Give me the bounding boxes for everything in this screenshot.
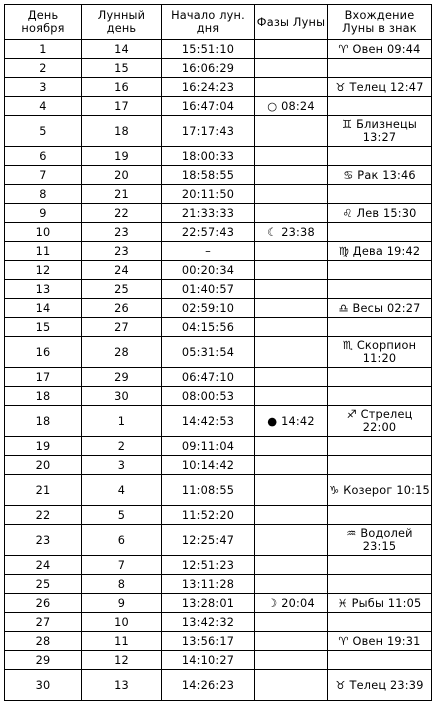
cell-phase xyxy=(255,280,328,299)
cell-phase xyxy=(255,337,328,368)
table-row xyxy=(5,97,432,116)
cell-start: 04:15:56 xyxy=(162,318,255,337)
cell-zodiac: ♑ Козерог 10:15 xyxy=(328,475,432,506)
cell-phase xyxy=(255,556,328,575)
cell-zodiac xyxy=(328,368,432,387)
cell-zodiac xyxy=(328,185,432,204)
cell-day: 11 xyxy=(5,242,82,261)
table-row xyxy=(5,166,432,185)
table-row xyxy=(5,387,432,406)
cell-phase xyxy=(255,575,328,594)
header-zodiac: Вхождение Луны в знак xyxy=(328,5,432,40)
header-lunar-day: Лунный день xyxy=(82,5,162,40)
header-phase: Фазы Луны xyxy=(255,5,328,40)
cell-zodiac xyxy=(328,147,432,166)
cell-start: 16:06:29 xyxy=(162,59,255,78)
cell-lunar-day: 27 xyxy=(82,318,162,337)
cell-lunar-day: 11 xyxy=(82,632,162,651)
cell-day: 3 xyxy=(5,78,82,97)
cell-day: 29 xyxy=(5,651,82,670)
cell-lunar-day: 28 xyxy=(82,337,162,368)
cell-day: 10 xyxy=(5,223,82,242)
cell-day: 24 xyxy=(5,556,82,575)
cell-phase xyxy=(255,651,328,670)
cell-day: 18 xyxy=(5,406,82,437)
cell-start: 13:11:28 xyxy=(162,575,255,594)
cell-phase xyxy=(255,78,328,97)
cell-phase xyxy=(255,318,328,337)
cell-start: 16:47:04 xyxy=(162,97,255,116)
cell-phase xyxy=(255,59,328,78)
table-row xyxy=(5,437,432,456)
cell-zodiac: ♎ Весы 02:27 xyxy=(328,299,432,318)
cell-start: 14:42:53 xyxy=(162,406,255,437)
cell-phase xyxy=(255,116,328,147)
cell-phase: ○ 08:24 xyxy=(255,97,328,116)
cell-start: 13:42:32 xyxy=(162,613,255,632)
cell-zodiac xyxy=(328,613,432,632)
table-row xyxy=(5,337,432,368)
cell-start: 05:31:54 xyxy=(162,337,255,368)
lunar-table xyxy=(4,4,432,701)
cell-day: 1 xyxy=(5,40,82,59)
cell-lunar-day: 23 xyxy=(82,242,162,261)
table-row xyxy=(5,280,432,299)
cell-phase xyxy=(255,299,328,318)
cell-start: 02:59:10 xyxy=(162,299,255,318)
cell-start: 20:11:50 xyxy=(162,185,255,204)
cell-lunar-day: 17 xyxy=(82,97,162,116)
cell-lunar-day: 5 xyxy=(82,506,162,525)
table-row xyxy=(5,261,432,280)
table-row xyxy=(5,525,432,556)
cell-start: 14:26:23 xyxy=(162,670,255,701)
cell-phase: ● 14:42 xyxy=(255,406,328,437)
table-row xyxy=(5,242,432,261)
table-row xyxy=(5,475,432,506)
table-row xyxy=(5,318,432,337)
cell-start: 08:00:53 xyxy=(162,387,255,406)
cell-phase xyxy=(255,387,328,406)
cell-phase xyxy=(255,166,328,185)
cell-zodiac xyxy=(328,97,432,116)
cell-day: 27 xyxy=(5,613,82,632)
cell-zodiac xyxy=(328,387,432,406)
cell-day: 26 xyxy=(5,594,82,613)
cell-zodiac xyxy=(328,437,432,456)
cell-day: 20 xyxy=(5,456,82,475)
cell-start: 01:40:57 xyxy=(162,280,255,299)
cell-start: 22:57:43 xyxy=(162,223,255,242)
table-row xyxy=(5,185,432,204)
cell-start: 09:11:04 xyxy=(162,437,255,456)
cell-lunar-day: 16 xyxy=(82,78,162,97)
cell-zodiac: ♍ Дева 19:42 xyxy=(328,242,432,261)
cell-zodiac: ♌ Лев 15:30 xyxy=(328,204,432,223)
cell-lunar-day: 22 xyxy=(82,204,162,223)
cell-day: 19 xyxy=(5,437,82,456)
cell-lunar-day: 25 xyxy=(82,280,162,299)
table-row xyxy=(5,594,432,613)
cell-zodiac: ♋ Рак 13:46 xyxy=(328,166,432,185)
cell-phase xyxy=(255,147,328,166)
cell-start: 16:24:23 xyxy=(162,78,255,97)
cell-lunar-day: 10 xyxy=(82,613,162,632)
cell-zodiac xyxy=(328,59,432,78)
cell-phase: ☽ 20:04 xyxy=(255,594,328,613)
cell-zodiac xyxy=(328,575,432,594)
cell-lunar-day: 15 xyxy=(82,59,162,78)
cell-zodiac xyxy=(328,556,432,575)
table-row xyxy=(5,78,432,97)
table-row xyxy=(5,456,432,475)
table-row xyxy=(5,116,432,147)
cell-day: 7 xyxy=(5,166,82,185)
cell-day: 9 xyxy=(5,204,82,223)
header-row xyxy=(5,5,432,40)
cell-zodiac xyxy=(328,318,432,337)
cell-day: 23 xyxy=(5,525,82,556)
cell-day: 15 xyxy=(5,318,82,337)
cell-phase xyxy=(255,525,328,556)
cell-zodiac: ♓ Рыбы 11:05 xyxy=(328,594,432,613)
cell-lunar-day: 14 xyxy=(82,40,162,59)
cell-day: 8 xyxy=(5,185,82,204)
table-row xyxy=(5,651,432,670)
cell-lunar-day: 4 xyxy=(82,475,162,506)
cell-phase xyxy=(255,204,328,223)
cell-lunar-day: 1 xyxy=(82,406,162,437)
cell-start: 15:51:10 xyxy=(162,40,255,59)
cell-lunar-day: 13 xyxy=(82,670,162,701)
cell-phase xyxy=(255,185,328,204)
table-row xyxy=(5,59,432,78)
cell-lunar-day: 12 xyxy=(82,651,162,670)
cell-day: 28 xyxy=(5,632,82,651)
cell-zodiac xyxy=(328,223,432,242)
cell-lunar-day: 3 xyxy=(82,456,162,475)
table-row xyxy=(5,406,432,437)
table-row xyxy=(5,368,432,387)
header-day: День ноября xyxy=(5,5,82,40)
cell-phase xyxy=(255,368,328,387)
cell-start: – xyxy=(162,242,255,261)
cell-start: 17:17:43 xyxy=(162,116,255,147)
cell-phase: ☾ 23:38 xyxy=(255,223,328,242)
cell-start: 11:08:55 xyxy=(162,475,255,506)
table-row xyxy=(5,613,432,632)
cell-lunar-day: 21 xyxy=(82,185,162,204)
cell-phase xyxy=(255,242,328,261)
cell-zodiac xyxy=(328,456,432,475)
cell-day: 17 xyxy=(5,368,82,387)
cell-start: 06:47:10 xyxy=(162,368,255,387)
cell-lunar-day: 23 xyxy=(82,223,162,242)
table-row xyxy=(5,147,432,166)
table-row xyxy=(5,299,432,318)
cell-lunar-day: 2 xyxy=(82,437,162,456)
header-start: Начало лун. дня xyxy=(162,5,255,40)
cell-phase xyxy=(255,261,328,280)
cell-phase xyxy=(255,475,328,506)
cell-day: 30 xyxy=(5,670,82,701)
cell-start: 18:58:55 xyxy=(162,166,255,185)
cell-zodiac: ♈ Овен 19:31 xyxy=(328,632,432,651)
cell-zodiac: ♉ Телец 23:39 xyxy=(328,670,432,701)
cell-phase xyxy=(255,437,328,456)
cell-day: 12 xyxy=(5,261,82,280)
cell-lunar-day: 19 xyxy=(82,147,162,166)
cell-zodiac xyxy=(328,651,432,670)
cell-start: 18:00:33 xyxy=(162,147,255,166)
table-row xyxy=(5,223,432,242)
cell-zodiac: ♒ Водолей 23:15 xyxy=(328,525,432,556)
cell-start: 00:20:34 xyxy=(162,261,255,280)
table-row xyxy=(5,575,432,594)
lunar-calendar xyxy=(4,4,431,701)
cell-start: 11:52:20 xyxy=(162,506,255,525)
cell-zodiac: ♐ Стрелец 22:00 xyxy=(328,406,432,437)
table-row xyxy=(5,506,432,525)
cell-zodiac xyxy=(328,506,432,525)
table-body xyxy=(5,40,432,701)
cell-day: 18 xyxy=(5,387,82,406)
cell-start: 13:28:01 xyxy=(162,594,255,613)
cell-start: 12:25:47 xyxy=(162,525,255,556)
cell-lunar-day: 24 xyxy=(82,261,162,280)
cell-start: 21:33:33 xyxy=(162,204,255,223)
cell-day: 16 xyxy=(5,337,82,368)
cell-lunar-day: 9 xyxy=(82,594,162,613)
cell-day: 25 xyxy=(5,575,82,594)
cell-phase xyxy=(255,456,328,475)
cell-day: 13 xyxy=(5,280,82,299)
cell-lunar-day: 6 xyxy=(82,525,162,556)
table-row xyxy=(5,670,432,701)
cell-start: 10:14:42 xyxy=(162,456,255,475)
cell-phase xyxy=(255,506,328,525)
cell-day: 6 xyxy=(5,147,82,166)
cell-day: 22 xyxy=(5,506,82,525)
cell-zodiac: ♉ Телец 12:47 xyxy=(328,78,432,97)
cell-phase xyxy=(255,670,328,701)
cell-phase xyxy=(255,632,328,651)
cell-phase xyxy=(255,613,328,632)
cell-day: 2 xyxy=(5,59,82,78)
cell-lunar-day: 8 xyxy=(82,575,162,594)
cell-zodiac xyxy=(328,261,432,280)
cell-phase xyxy=(255,40,328,59)
cell-start: 14:10:27 xyxy=(162,651,255,670)
table-row xyxy=(5,204,432,223)
cell-zodiac: ♈ Овен 09:44 xyxy=(328,40,432,59)
cell-lunar-day: 18 xyxy=(82,116,162,147)
cell-lunar-day: 7 xyxy=(82,556,162,575)
cell-day: 5 xyxy=(5,116,82,147)
cell-lunar-day: 30 xyxy=(82,387,162,406)
table-row xyxy=(5,556,432,575)
cell-zodiac xyxy=(328,280,432,299)
cell-lunar-day: 26 xyxy=(82,299,162,318)
cell-lunar-day: 20 xyxy=(82,166,162,185)
cell-start: 13:56:17 xyxy=(162,632,255,651)
cell-day: 4 xyxy=(5,97,82,116)
cell-zodiac: ♏ Скорпион 11:20 xyxy=(328,337,432,368)
cell-day: 21 xyxy=(5,475,82,506)
cell-day: 14 xyxy=(5,299,82,318)
table-row xyxy=(5,40,432,59)
cell-zodiac: ♊ Близнецы 13:27 xyxy=(328,116,432,147)
cell-start: 12:51:23 xyxy=(162,556,255,575)
table-row xyxy=(5,632,432,651)
cell-lunar-day: 29 xyxy=(82,368,162,387)
